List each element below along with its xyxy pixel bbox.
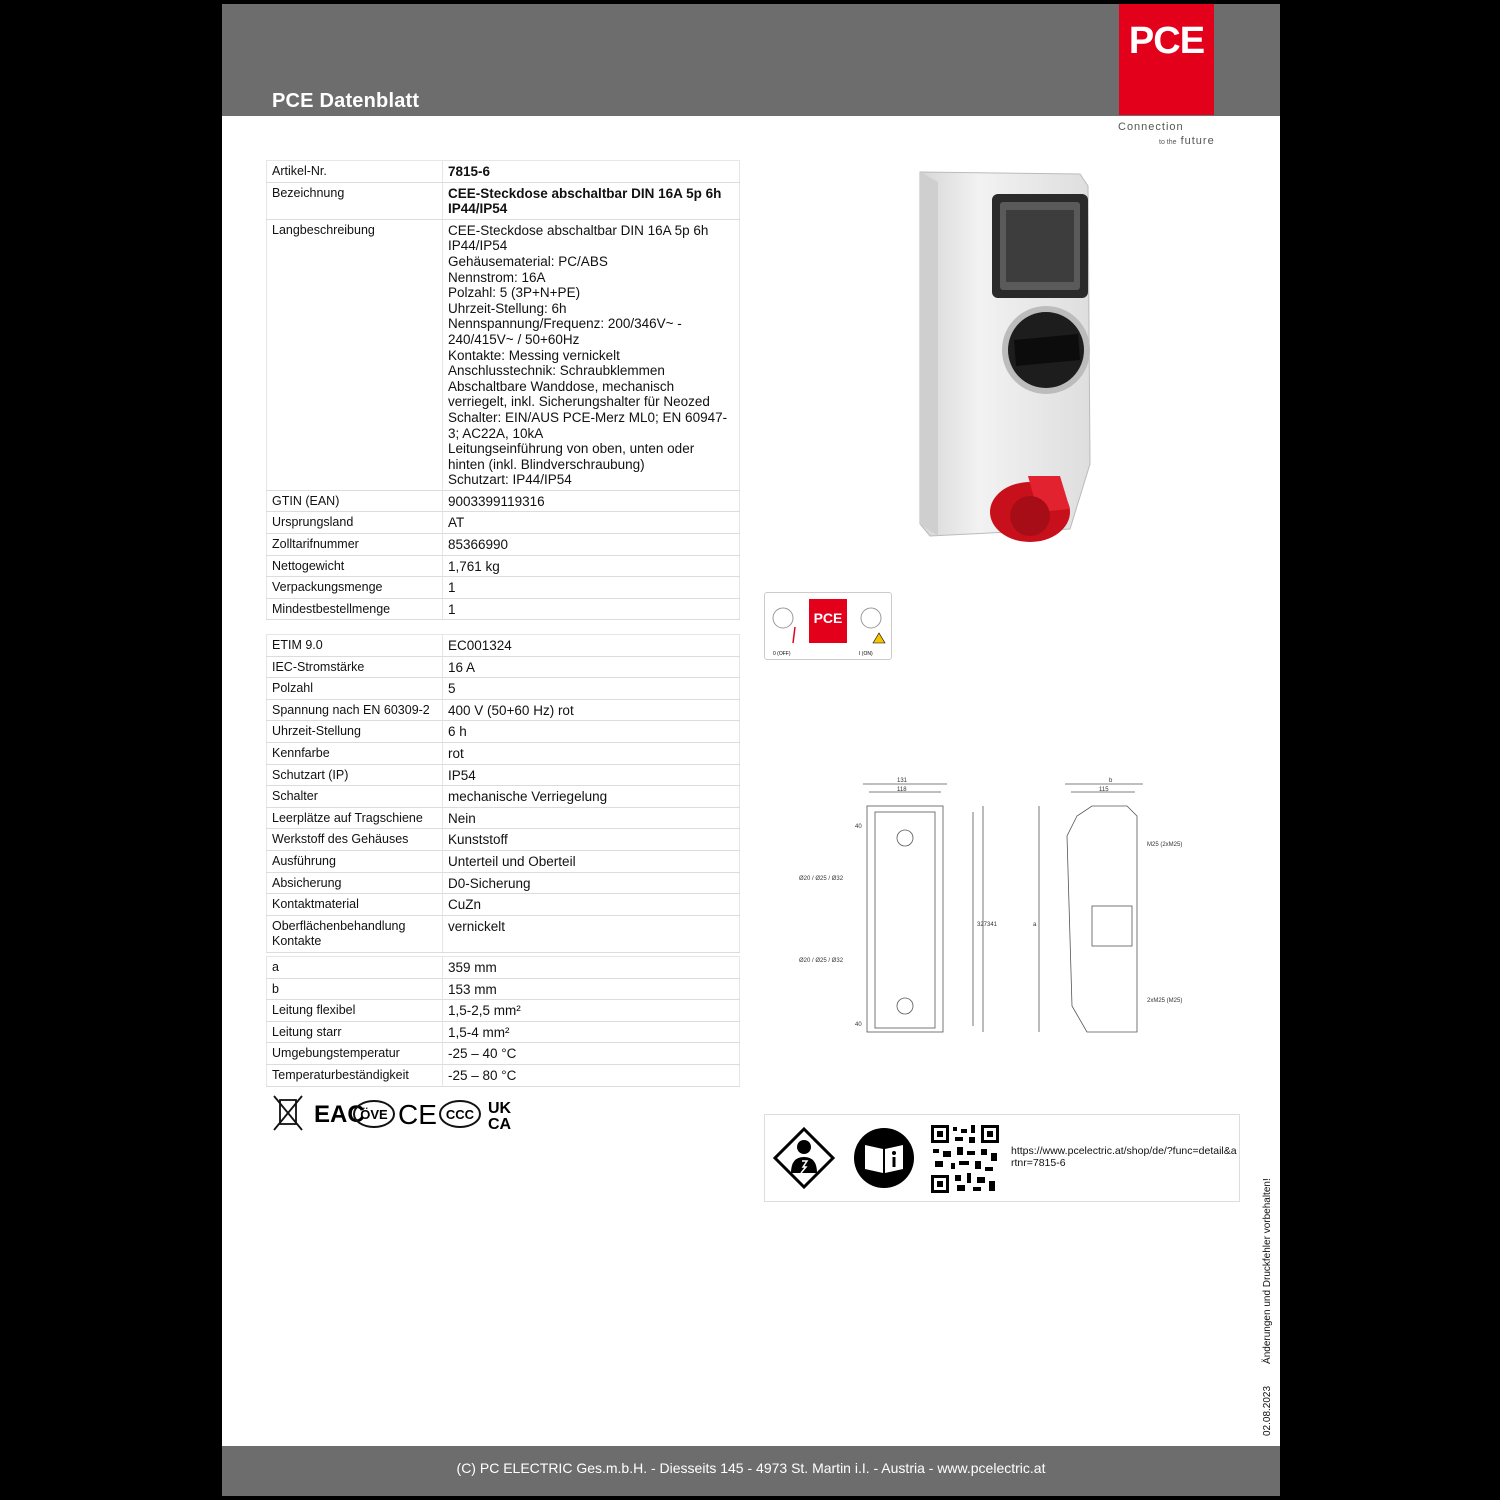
table-row xyxy=(267,742,740,764)
spec-value: 1 xyxy=(443,577,740,599)
table-row xyxy=(267,957,740,979)
spec-key: Umgebungstemperatur xyxy=(267,1043,443,1065)
spec-key: Zolltarifnummer xyxy=(267,534,443,556)
eac-mark: EAC xyxy=(314,1101,365,1128)
spec-key: Kontaktmaterial xyxy=(267,894,443,916)
table-row xyxy=(267,807,740,829)
spec-value: 153 mm xyxy=(443,978,740,1000)
table-row xyxy=(267,1064,740,1086)
table-row xyxy=(267,598,740,620)
dim-m25-top: M25 (2xM25) xyxy=(1147,842,1183,848)
spec-value: mechanische Verriegelung xyxy=(443,786,740,808)
electrician-icon xyxy=(773,1127,835,1189)
spec-value: Kunststoff xyxy=(443,829,740,851)
footer-text: (C) PC ELECTRIC Ges.m.b.H. - Diesseits 145 - 4973 St. Martin i.I. - Austria - www.pcelectric.at xyxy=(456,1460,1046,1476)
table-row xyxy=(267,786,740,808)
spec-key: Polzahl xyxy=(267,678,443,700)
spec-value: 16 A xyxy=(443,656,740,678)
spec-key: Temperaturbeständigkeit xyxy=(267,1064,443,1086)
table-row xyxy=(267,635,740,657)
warning-label-on: I (ON) xyxy=(859,651,873,657)
certification-marks xyxy=(272,1094,532,1134)
disclaimer: Änderungen und Druckfehler vorbehalten! xyxy=(1262,1178,1273,1364)
info-box xyxy=(764,1114,1240,1202)
table-row xyxy=(267,872,740,894)
spec-key: Spannung nach EN 60309-2 xyxy=(267,699,443,721)
table-row xyxy=(267,182,740,219)
dim-327: 327 xyxy=(977,922,988,928)
qr-code-icon[interactable] xyxy=(929,1123,1001,1195)
dim-m25-bottom: 2xM25 (M25) xyxy=(1147,998,1183,1004)
footer-bar xyxy=(222,1446,1280,1496)
spec-key: Nettogewicht xyxy=(267,555,443,577)
spec-value: 1,5-2,5 mm² xyxy=(443,1000,740,1022)
ove-mark: ÖVE xyxy=(360,1107,388,1122)
table-row xyxy=(267,894,740,916)
table-row xyxy=(267,1043,740,1065)
spec-key: Werkstoff des Gehäuses xyxy=(267,829,443,851)
spec-key: Leitung starr xyxy=(267,1021,443,1043)
table-row xyxy=(267,721,740,743)
table-row xyxy=(267,534,740,556)
spec-value: D0-Sicherung xyxy=(443,872,740,894)
spec-value: 7815-6 xyxy=(443,161,740,183)
dim-diameter-1: Ø20 / Ø25 / Ø32 xyxy=(799,876,844,882)
spec-value: -25 – 80 °C xyxy=(443,1064,740,1086)
table-row xyxy=(267,829,740,851)
etim-table xyxy=(266,634,740,953)
manual-icon xyxy=(853,1127,915,1189)
spec-value: EC001324 xyxy=(443,635,740,657)
spec-key: Kennfarbe xyxy=(267,742,443,764)
print-date: 02.08.2023 xyxy=(1262,1385,1273,1436)
spec-key: Bezeichnung xyxy=(267,182,443,219)
spec-key: Artikel-Nr. xyxy=(267,161,443,183)
warning-label-off: 0 (OFF) xyxy=(773,651,791,657)
spec-key: Oberflächenbehandlung Kontakte xyxy=(267,915,443,952)
dimension-table xyxy=(266,956,740,1087)
spec-value: CEE-Steckdose abschaltbar DIN 16A 5p 6h IP44/IP54 xyxy=(443,182,740,219)
spec-value: 400 V (50+60 Hz) rot xyxy=(443,699,740,721)
dim-a: a xyxy=(1033,922,1037,928)
pce-logo xyxy=(1119,4,1214,115)
tagline-to-the: to the xyxy=(1159,139,1177,146)
table-row xyxy=(267,978,740,1000)
dim-131: 131 xyxy=(897,778,908,784)
spec-value: 85366990 xyxy=(443,534,740,556)
dim-118: 118 xyxy=(897,787,907,793)
spec-value: 1,5-4 mm² xyxy=(443,1021,740,1043)
spec-value: Unterteil und Oberteil xyxy=(443,850,740,872)
ukca-mark-uk: UK xyxy=(488,1100,512,1117)
spec-value: AT xyxy=(443,512,740,534)
spec-key: Mindestbestellmenge xyxy=(267,598,443,620)
spec-value: 1,761 kg xyxy=(443,555,740,577)
spec-value: -25 – 40 °C xyxy=(443,1043,740,1065)
spec-value: vernickelt xyxy=(443,915,740,952)
spec-key: GTIN (EAN) xyxy=(267,490,443,512)
dim-40-top: 40 xyxy=(855,824,862,830)
spec-key: Schutzart (IP) xyxy=(267,764,443,786)
tagline-connection: Connection xyxy=(1118,121,1184,133)
table-row xyxy=(267,656,740,678)
weee-icon xyxy=(274,1096,302,1130)
table-row xyxy=(267,1021,740,1043)
product-photo xyxy=(910,164,1100,554)
spec-value: 9003399119316 xyxy=(443,490,740,512)
product-url-link[interactable]: https://www.pcelectric.at/shop/de/?func=detail&artnr=7815-6 xyxy=(1011,1145,1237,1169)
spec-key: Leitung flexibel xyxy=(267,1000,443,1022)
spec-key: Leerplätze auf Tragschiene xyxy=(267,807,443,829)
table-row xyxy=(267,161,740,183)
spec-key: Ausführung xyxy=(267,850,443,872)
spec-value: rot xyxy=(443,742,740,764)
spec-value: 5 xyxy=(443,678,740,700)
technical-drawing xyxy=(797,776,1217,1056)
side-note xyxy=(1262,1156,1273,1436)
spec-key: Verpackungsmenge xyxy=(267,577,443,599)
spec-value: Nein xyxy=(443,807,740,829)
spec-value: CEE-Steckdose abschaltbar DIN 16A 5p 6h IP44/IP54 Gehäusematerial: PC/ABS Nennstrom: 16A Polzahl: 5 (3P+N+PE) Uhrzeit-Stellung: 6h Nennspannung/Frequenz: 200/346V~ - 240/415V~ / 50+60Hz Kontakte: Messing vernickelt Anschlusstechnik: Schraubklemmen Abschaltbare Wanddose, mechanisch verriegelt, inkl. Sicherungshalter für Neozed Schalter: EIN/AUS PCE-Merz ML0; EN 60947-3; AC22A, 10kA Leitungseinführung von oben, unten oder hinten (inkl. Blindverschraubung) Schutzart: IP44/IP54 xyxy=(443,219,740,490)
table-row xyxy=(267,490,740,512)
table-row xyxy=(267,1000,740,1022)
table-row xyxy=(267,219,740,490)
logo-text: PCE xyxy=(1128,20,1205,62)
datasheet-page xyxy=(222,4,1280,1496)
spec-value: 359 mm xyxy=(443,957,740,979)
ce-mark: CE xyxy=(398,1099,437,1130)
spec-value: IP54 xyxy=(443,764,740,786)
spec-key: Absicherung xyxy=(267,872,443,894)
spec-value: 1 xyxy=(443,598,740,620)
dim-115: 115 xyxy=(1099,787,1109,793)
spec-key: Langbeschreibung xyxy=(267,219,443,490)
table-row xyxy=(267,699,740,721)
spec-key: b xyxy=(267,978,443,1000)
table-row xyxy=(267,915,740,952)
ccc-mark: CCC xyxy=(445,1107,475,1122)
spec-key: Uhrzeit-Stellung xyxy=(267,721,443,743)
dim-40-bottom: 40 xyxy=(855,1022,862,1028)
warning-label-logo: PCE xyxy=(813,610,843,626)
product-table xyxy=(266,160,740,620)
header-bar xyxy=(222,4,1280,116)
tagline-future-word: future xyxy=(1180,135,1215,147)
page-title: PCE Datenblatt xyxy=(272,90,420,112)
dim-b: b xyxy=(1109,778,1113,784)
dim-341: 341 xyxy=(987,922,998,928)
table-row xyxy=(267,678,740,700)
spec-value: 6 h xyxy=(443,721,740,743)
spec-key: Schalter xyxy=(267,786,443,808)
spec-value: CuZn xyxy=(443,894,740,916)
table-row xyxy=(267,512,740,534)
ukca-mark-ca: CA xyxy=(488,1116,512,1133)
spec-key: a xyxy=(267,957,443,979)
dim-diameter-2: Ø20 / Ø25 / Ø32 xyxy=(799,958,844,964)
table-row xyxy=(267,764,740,786)
switch-warning-label xyxy=(764,592,892,660)
spec-key: IEC-Stromstärke xyxy=(267,656,443,678)
table-row xyxy=(267,577,740,599)
table-row xyxy=(267,850,740,872)
tagline-future xyxy=(1159,135,1215,147)
spec-key: Ursprungsland xyxy=(267,512,443,534)
table-row xyxy=(267,555,740,577)
spec-key: ETIM 9.0 xyxy=(267,635,443,657)
